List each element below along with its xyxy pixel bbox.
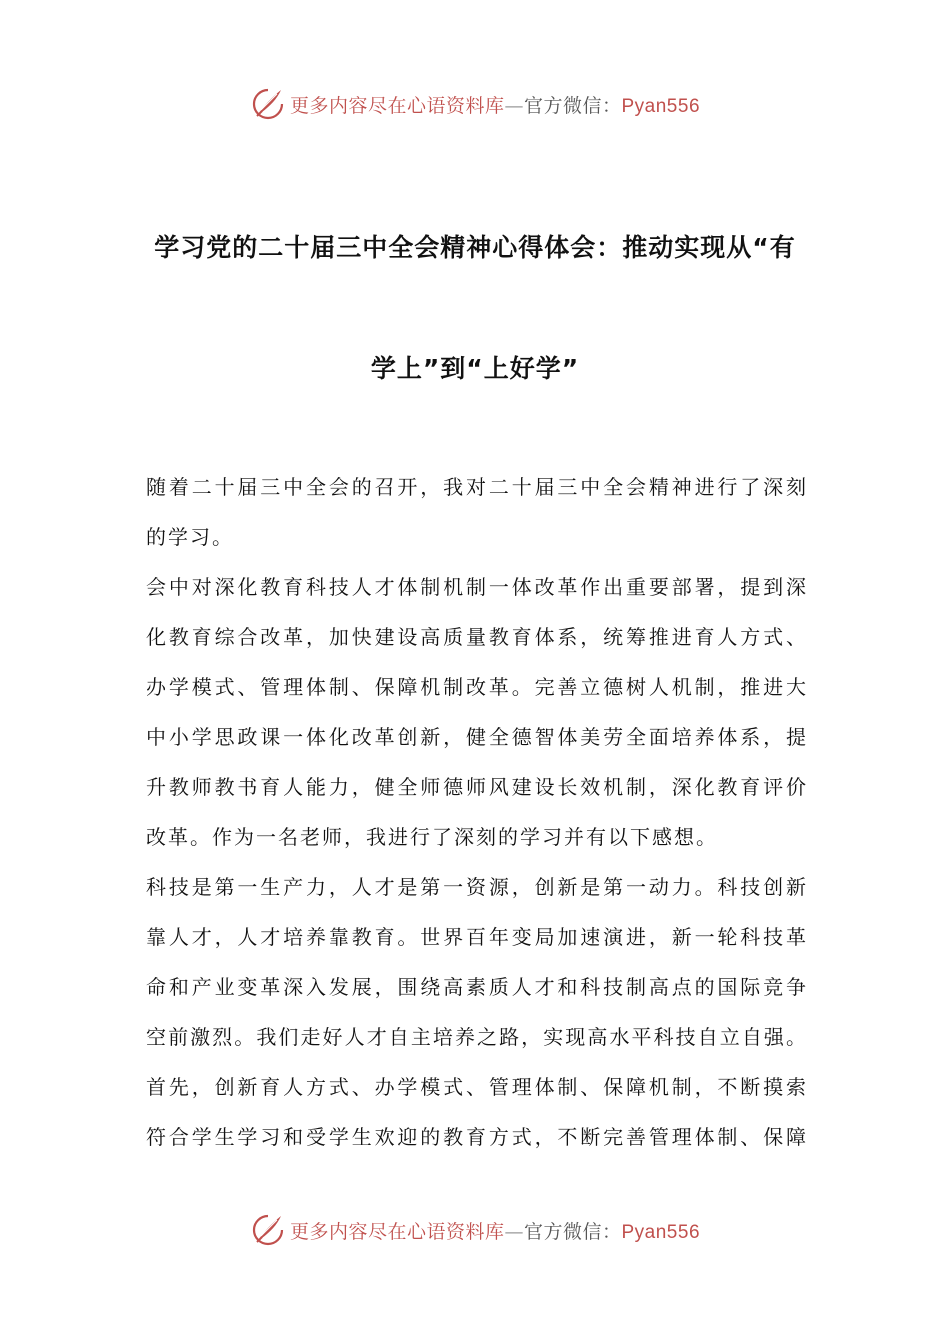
banner-separator: —: [504, 1220, 524, 1243]
body-line: 随着二十届三中全会的召开，我对二十届三中全会精神进行了深刻: [146, 475, 806, 499]
banner-brand-text: 更多内容尽在心语资料库: [289, 1220, 505, 1243]
body-line: 升教师教书育人能力，健全师德师风建设长效机制，深化教育评价: [146, 775, 806, 799]
banner-wechat-label: 官方微信：: [523, 94, 622, 117]
body-line: 会中对深化教育科技人才体制机制一体改革作出重要部署，提到深: [146, 575, 806, 599]
body-line: 化教育综合改革，加快建设高质量教育体系，统筹推进育人方式、: [146, 625, 806, 649]
body-line: 办学模式、管理体制、保障机制改革。完善立德树人机制，推进大: [146, 675, 806, 699]
body-line: 改革。作为一名老师，我进行了深刻的学习并有以下感想。: [146, 825, 718, 849]
body-line: 空前激烈。我们走好人才自主培养之路，实现高水平科技自立自强。: [146, 1025, 806, 1049]
body-line: 首先，创新育人方式、办学模式、管理体制、保障机制，不断摸索: [146, 1075, 806, 1099]
banner-wechat-id: Pyan556: [621, 95, 701, 117]
banner-separator: —: [504, 94, 524, 117]
body-line: 命和产业变革深入发展，围绕高素质人才和科技制高点的国际竞争: [146, 975, 806, 999]
document-body: [146, 462, 806, 1162]
quill-pen-logo-icon: [250, 86, 286, 122]
document-title-line-1: 学习党的二十届三中全会精神心得体会：推动实现从“有: [154, 233, 796, 262]
body-line: 中小学思政课一体化改革创新，健全德智体美劳全面培养体系，提: [146, 725, 806, 749]
body-line: 符合学生学习和受学生欢迎的教育方式，不断完善管理体制、保障: [146, 1125, 806, 1149]
banner-brand-text: 更多内容尽在心语资料库: [289, 94, 505, 117]
quill-pen-logo-icon: [250, 1212, 286, 1248]
body-line: 科技是第一生产力，人才是第一资源，创新是第一动力。科技创新: [146, 875, 806, 899]
banner-wechat-label: 官方微信：: [523, 1220, 622, 1243]
banner-text: [290, 1217, 700, 1244]
banner-wechat-id: Pyan556: [621, 1221, 701, 1243]
document-title-line-2: 学上”到“上好学”: [370, 354, 580, 383]
body-line: 靠人才，人才培养靠教育。世界百年变局加速演进，新一轮科技革: [146, 925, 806, 949]
header-banner: [0, 84, 950, 124]
banner-text: [290, 91, 700, 118]
body-line: 的学习。: [146, 525, 234, 549]
footer-banner: [0, 1210, 950, 1250]
